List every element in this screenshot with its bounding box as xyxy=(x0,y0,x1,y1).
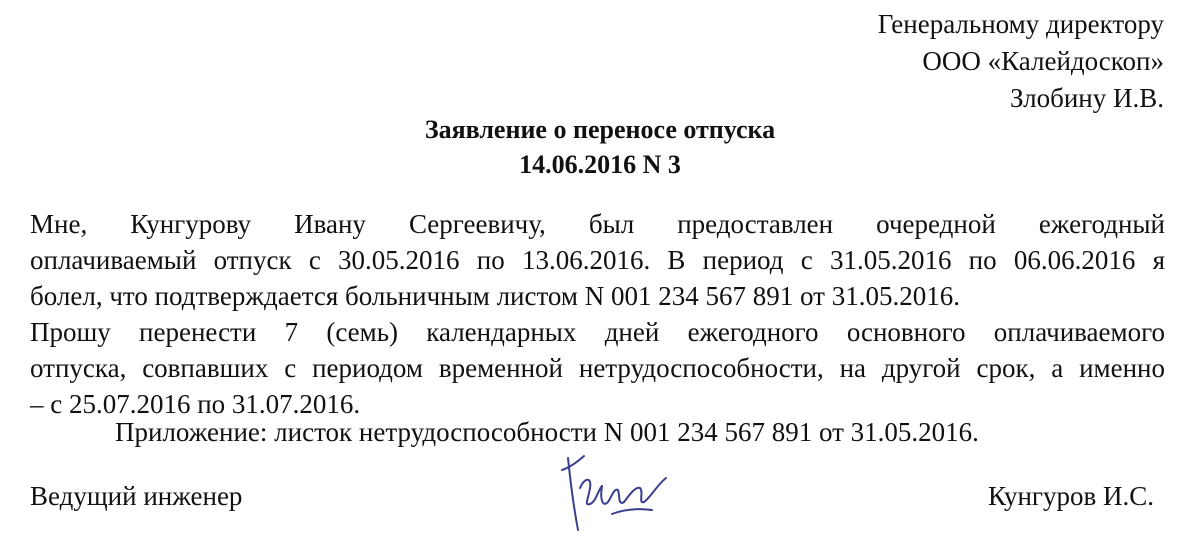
addressee-line-position: Генеральному директору xyxy=(877,9,1164,39)
document-title-block xyxy=(0,112,1200,182)
paragraph-vacation-illness xyxy=(30,206,1165,314)
document-body xyxy=(30,206,1165,422)
body-line: оплачиваемый отпуск с 30.05.2016 по 13.06.2016. В период с 31.05.2016 по 06.06.2016 я xyxy=(30,245,1165,275)
body-line: Мне, Кунгурову Ивану Сергеевичу, был предоставлен очередной ежегодный xyxy=(30,209,1165,239)
body-line: Прошу перенести 7 (семь) календарных дней ежегодного основного оплачиваемого xyxy=(30,317,1165,347)
addressee-line-company: ООО «Калейдоскоп» xyxy=(922,46,1164,76)
addressee-line-name: Злобину И.В. xyxy=(1009,83,1164,113)
body-line: отпуска, совпавших с периодом временной нетрудоспособности, на другой срок, а именно xyxy=(30,353,1165,383)
body-line: – с 25.07.2016 по 31.07.2016. xyxy=(30,389,361,419)
attachment-line: Приложение: листок нетрудоспособности N 001 234 567 891 от 31.05.2016. xyxy=(115,417,979,447)
body-line: болел, что подтверждается больничным листом N 001 234 567 891 от 31.05.2016. xyxy=(30,281,960,311)
addressee-block xyxy=(878,6,1164,117)
signer-name: Кунгуров И.С. xyxy=(987,481,1154,511)
handwritten-signature xyxy=(540,448,690,538)
document-date-number: 14.06.2016 N 3 xyxy=(519,150,681,179)
paragraph-transfer-request xyxy=(30,314,1165,422)
document-title: Заявление о переносе отпуска xyxy=(424,115,776,144)
signer-position: Ведущий инженер xyxy=(30,481,243,511)
